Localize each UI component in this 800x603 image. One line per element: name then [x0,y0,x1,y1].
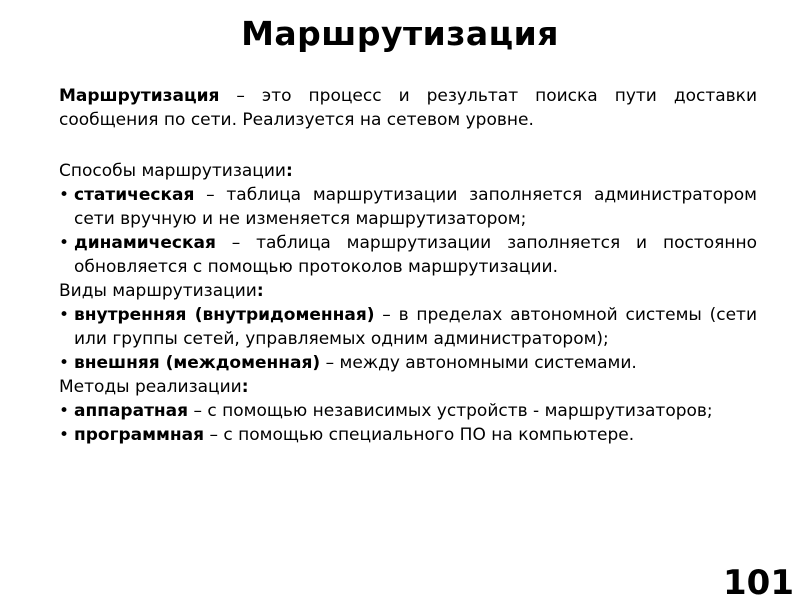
methods-heading-text: Способы маршрутизации [59,161,286,181]
definition-text: – это процесс и результат поиска пути доставки сообщения по сети. Реализуется на сетевом уровне. [59,86,757,130]
implementation-item-text: – с помощью специального ПО на компьютере. [204,425,635,445]
methods-item-dynamic [59,231,757,279]
slide-title: Маршрутизация [241,14,559,53]
definition-term: Маршрутизация [59,86,220,106]
implementation-heading [59,375,757,399]
bullet-icon: • [59,425,70,445]
methods-item-term: динамическая [74,233,216,253]
section-gap [59,132,757,159]
bullet-icon: • [59,305,70,325]
types-item-term: внутренняя (внутридоменная) [74,305,375,325]
methods-heading-colon: : [285,161,293,181]
types-heading-colon: : [256,281,264,301]
methods-item-text: – таблица маршрутизации заполняется администратором сети вручную и не изменяется маршрутизатором; [74,185,757,229]
types-item-text: – между автономными системами. [320,353,637,373]
implementation-item-text: – с помощью независимых устройств - маршрутизаторов; [188,401,713,421]
methods-item-static [59,183,757,231]
methods-item-term: статическая [74,185,195,205]
bullet-icon: • [59,185,70,205]
methods-heading [59,159,757,183]
types-item-external [59,351,757,375]
types-item-term: внешняя (междоменная) [74,353,321,373]
types-heading-text: Виды маршрутизации [59,281,257,301]
bullet-icon: • [59,233,70,253]
bullet-icon: • [59,353,70,373]
definition-paragraph [59,84,757,132]
types-item-internal [59,303,757,351]
page-number: 101 [723,563,794,603]
implementation-heading-text: Методы реализации [59,377,242,397]
slide-content [59,84,757,447]
bullet-icon: • [59,401,70,421]
implementation-heading-colon: : [241,377,249,397]
implementation-item-software [59,423,757,447]
implementation-item-term: программная [74,425,205,445]
implementation-item-hardware [59,399,757,423]
implementation-item-term: аппаратная [74,401,189,421]
types-heading [59,279,757,303]
types-item-text: – в пределах автономной системы (сети или группы сетей, управляемых одним администратором); [74,305,758,349]
methods-item-text: – таблица маршрутизации заполняется и постоянно обновляется с помощью протоколов маршрутизации. [74,233,757,277]
